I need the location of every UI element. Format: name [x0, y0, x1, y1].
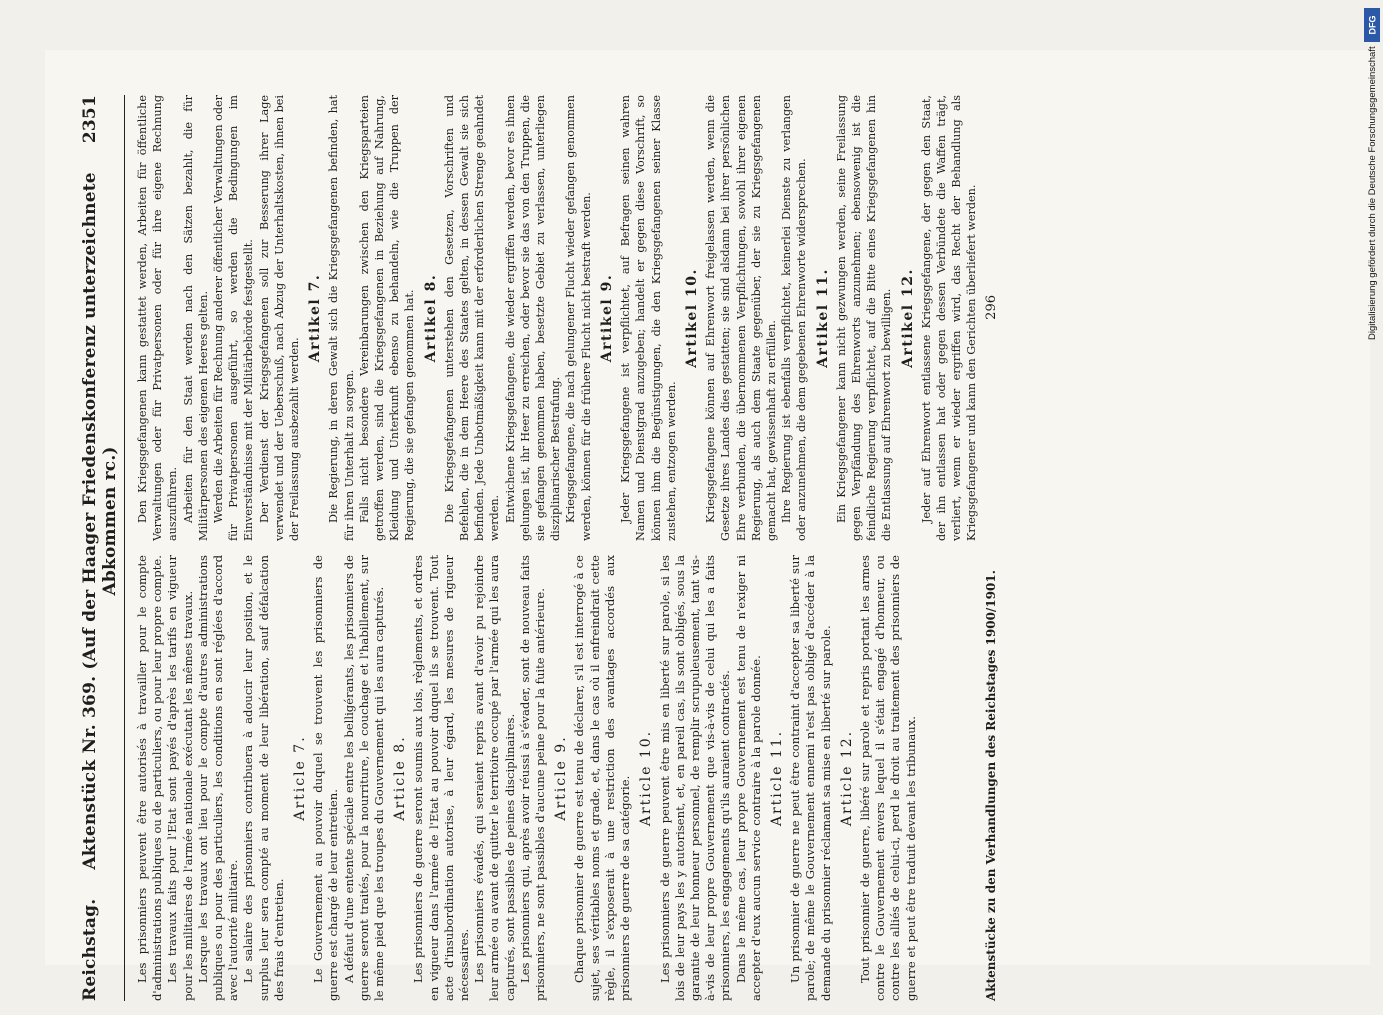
paragraph: Les prisonniers qui, après avoir réussi à s'évader, sont de nouveau faits prisonniers, ne sont passibles d'aucune peine pour la fuite antérieure. — [517, 555, 548, 1001]
rotated-page-content — [70, 85, 1382, 1015]
two-column-text — [135, 95, 980, 1001]
paragraph: Tout prisonnier de guerre, libéré sur parole et repris portant les armes contre le Gouvernement envers lequel il s'était engagé d'honneur, ou contre les alliés de celui-ci, perd le droit au traitement des prisonniers de guerre et peut être traduit devant les tribunaux. — [857, 555, 918, 1001]
paragraph: Ein Kriegsgefangener kann nicht gezwungen werden, seine Freilassung gegen Verpfändung des Ehrenworts anzunehmen; ebensowenig ist die feindliche Regierung verpflichtet, auf die Bitte eines Kriegsgefangenen hin die Entlassung auf Ehrenwort zu bewilligen. — [834, 95, 894, 541]
paragraph: Les prisonniers peuvent être autorisés à travailler pour le compte d'administrations publiques ou de particuliers, ou pour leur propre compte. — [135, 555, 165, 1001]
paragraph: Kriegsgefangene können auf Ehrenwort freigelassen werden, wenn die Gesetze ihres Landes dies gestatten; sie sind alsdann bei ihrer persönlichen Ehre verbunden, die übernommenen Verpflichtungen, sowohl ihrer eigenen Regierung, als auch dem Staate gegenüber, der sie zu Kriegsgefangenen gemacht hat, gewissenhaft zu erfüllen. — [704, 95, 778, 541]
paragraph: Le salaire des prisonniers contribuera à adoucir leur position, et le surplus leur sera compté au moment de leur libération, sauf défalcation des frais d'entretien. — [241, 555, 286, 1001]
paragraph: Falls nicht besondere Vereinbarungen zwischen den Kriegsparteien getroffen werden, sind die Kriegsgefangenen in Beziehung auf Nahrung, Kleidung und Unterkunft ebenso zu behandeln, wie die Truppen der Regierung, die sie gefangen genommen hat. — [357, 95, 417, 541]
scanned-page — [45, 50, 1370, 1001]
header-page-number: 2351 — [80, 95, 100, 144]
paragraph: Entwichene Kriegsgefangene, die wieder ergriffen werden, bevor es ihnen gelungen ist, ihr Heer zu erreichen, oder bevor sie das von den Truppen, die sie gefangen genommen haben, besetzte Gebiet zu verlassen, unterliegen disziplinarischer Bestrafung. — [503, 95, 563, 541]
article-heading: Artikel 10. — [683, 268, 700, 368]
paragraph: Les travaux faits pour l'Etat sont payés d'après les tarifs en vigueur pour les militaires de l'armée nationale exécutant les mêmes travaux. — [165, 555, 195, 1001]
paragraph: Le Gouvernement au pouvoir duquel se trouvent les prisonniers de guerre est chargé de leur entretien. — [311, 555, 341, 1001]
dfg-logo-icon: DFG — [1364, 8, 1380, 42]
paragraph: Werden die Arbeiten für Rechnung anderer öffentlicher Verwaltungen oder für Privatpersonen ausgeführt, so werden die Bedingungen im Einverständnisse mit der Militärbehörde festgestellt. — [212, 95, 256, 541]
paragraph: Chaque prisonnier de guerre est tenu de déclarer, s'il est interrogé à ce sujet, ses véritables noms et grade, et, dans le cas où il enfreindrait cette règle, il s'exposerait à une restriction des avantages accordés aux prisonniers de guerre de sa catégorie. — [572, 555, 633, 1001]
paragraph: Un prisonnier de guerre ne peut être contraint d'accepter sa liberté sur parole; de même le Gouvernement ennemi n'est pas obligé d'accéder à la demande du prisonnier réclamant sa mise en liberté sur parole. — [788, 555, 833, 1001]
french-column — [135, 555, 980, 1001]
paragraph: Lorsque les travaux ont lieu pour le compte d'autres administrations publiques ou pour des particuliers, les conditions en sont réglées d'accord avec l'autorité militaire. — [195, 555, 241, 1001]
paragraph: Les prisonniers de guerre seront soumis aux lois, règlements, et ordres en vigueur dans l'armée de l'Etat au pouvoir duquel ils se trouvent. Tout acte d'insubordination autorise, à leur égard, les mesures de rigueur nécessaires. — [411, 555, 472, 1001]
article-heading: Artikel 7. — [307, 273, 324, 363]
paragraph: A défaut d'une entente spéciale entre les belligérants, les prisonniers de guerre seront traités, pour la nourriture, le couchage et l'habillement, sur le même pied que les troupes du Gouvernement qui les aura capturés. — [341, 555, 387, 1001]
paragraph: Jeder Kriegsgefangene ist verpflichtet, auf Befragen seinen wahren Namen und Dienstgrad anzugeben; handelt er gegen diese Vorschrift, so können ihm die Begünstigungen, die den Kriegsgefangenen seiner Klasse zustehen, entzogen werden. — [619, 95, 678, 541]
header-title: Aktenstück Nr. 369. (Auf der Haager Friedenskonferenz unterzeichnete Abkommen rc.) — [80, 172, 120, 870]
article-heading: Artikel 8. — [422, 273, 439, 363]
paragraph: Die Regierung, in deren Gewalt sich die Kriegsgefangenen befinden, hat für ihren Unterhalt zu sorgen. — [327, 95, 356, 541]
digitization-strip — [1359, 0, 1383, 1000]
paragraph: Den Kriegsgefangenen kann gestattet werden, Arbeiten für öffentliche Verwaltungen oder für Privatpersonen oder für ihre eigene Rechnung auszuführen. — [136, 95, 180, 541]
paragraph: Les prisonniers de guerre peuvent être mis en liberté sur parole, si les lois de leur pays les y autorisent, et, en pareil cas, ils sont obligés, sous la garantie de leur honneur personnel, de remplir scrupuleusement, tant vis-à-vis de leur propre Gouvernement que vis-à-vis de celui qui les a faits prisonniers, les engagements qu'ils auraient contractés. — [657, 555, 733, 1001]
german-column — [135, 95, 980, 541]
paragraph: Kriegsgefangene, die nach gelungener Flucht wieder gefangen genommen werden, können für die frühere Flucht nicht bestraft werden. — [564, 95, 593, 541]
article-heading: Article 10. — [638, 729, 655, 827]
paragraph: Die Kriegsgefangenen unterstehen den Gesetzen, Vorschriften und Befehlen, die in dem Heere des Staates gelten, in dessen Gewalt sie sich befinden. Jede Unbotmäßigkeit kann mit der erforderlichen Strenge geahndet werden. — [442, 95, 502, 541]
paragraph: Der Verdienst der Kriegsgefangenen soll zur Besserung ihrer Lage verwendet und der Ueberschuß, nach Abzug der Unterhaltskosten, ihnen bei der Freilassung ausbezahlt werden. — [257, 95, 302, 541]
paragraph: Dans le même cas, leur propre Gouvernement est tenu de n'exiger ni accepter d'eux aucun service contraire à la parole donnée. — [733, 555, 763, 1001]
article-heading: Article 11. — [768, 729, 785, 827]
paragraph: Jeder auf Ehrenwort entlassene Kriegsgefangene, der gegen den Staat, der ihn entlassen hat oder gegen dessen Verbündete die Waffen trägt, verliert, wenn er wieder ergriffen wird, das Recht der Behandlung als Kriegsgefangener und kann den Gerichten überliefert werden. — [919, 95, 979, 541]
footer-source: Aktenstücke zu den Verhandlungen des Reichstages 1900/1901. — [983, 570, 998, 1001]
article-heading: Artikel 12. — [899, 268, 916, 368]
header-left: Reichstag. — [80, 898, 100, 1001]
running-head — [80, 95, 125, 1001]
article-heading: Article 9. — [553, 735, 570, 821]
paragraph: Arbeiten für den Staat werden nach den Sätzen bezahlt, die für Militärpersonen des eigenen Heeres gelten. — [181, 95, 210, 541]
page-footer — [984, 95, 999, 1001]
article-heading: Artikel 11. — [814, 268, 831, 368]
article-heading: Article 7. — [292, 735, 309, 821]
paragraph: Ihre Regierung ist ebenfalls verpflichtet, keinerlei Dienste zu verlangen oder anzunehmen, die dem gegebenen Ehrenworte widersprechen. — [780, 95, 809, 541]
footer-page-number: 296 — [983, 295, 999, 320]
article-heading: Artikel 9. — [598, 273, 615, 363]
digitization-credit: Digitalisierung gefördert durch die Deutsche Forschungsgemeinschaft — [1367, 46, 1378, 340]
article-heading: Article 8. — [392, 735, 409, 821]
article-heading: Article 12. — [838, 729, 855, 827]
paragraph: Les prisonniers évadés, qui seraient repris avant d'avoir pu rejoindre leur armée ou avant de quitter le territoire occupé par l'armée qui les aura capturés, sont passibles de peines disciplinaires. — [472, 555, 517, 1001]
